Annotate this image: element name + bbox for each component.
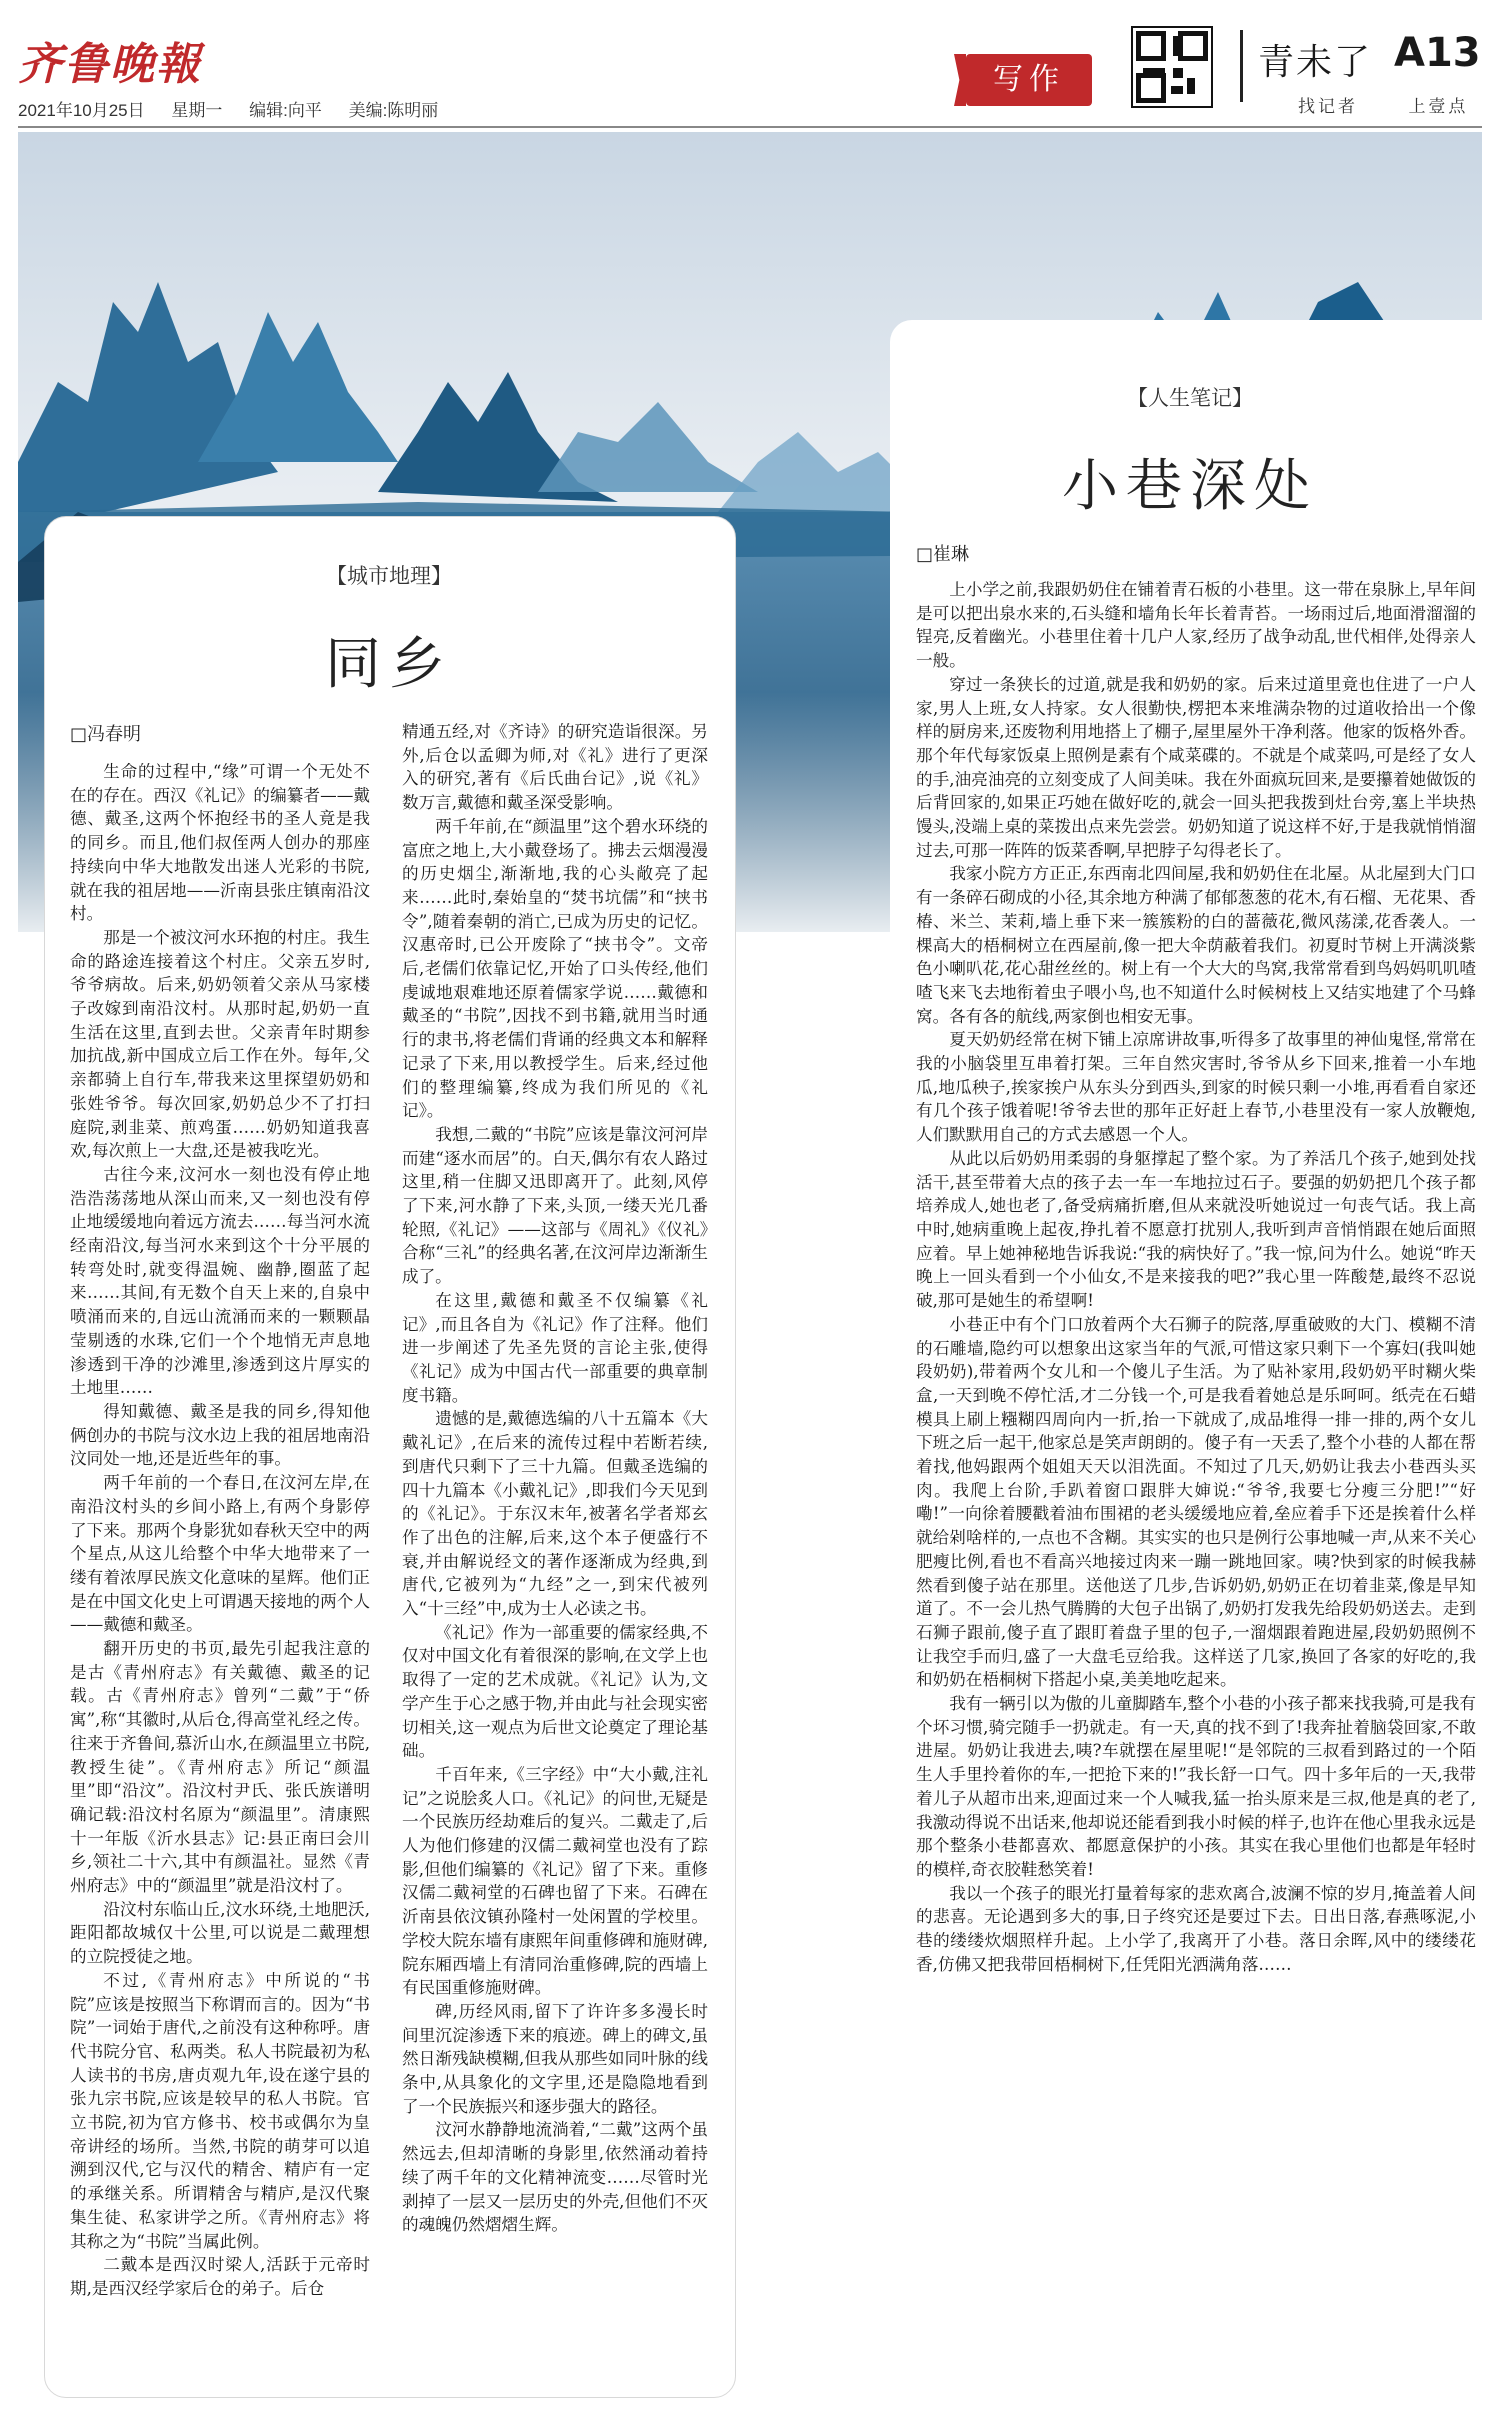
paragraph: 两千年前,在“颜温里”这个碧水环绕的富庶之地上,大小戴登场了。拂去云烟漫漫的历史烟尘,渐渐地,我的心头敞亮了起来……此时,秦始皇的“焚书坑儒”和“挟书令”,随着秦朝的消亡,已成为历史的记忆。汉惠帝时,已公开废除了“挟书令”。文帝后,老儒们依靠记忆,开始了口头传经,他们虔诚地艰难地还原着儒家学说……戴德和戴圣的“书院”,因找不到书籍,就用当时通行的隶书,将老儒们背诵的经典文本和解释记录了下来,用以教授学生。后来,经过他们的整理编纂,终成为我们所见的《礼记》。 [402, 816, 708, 1121]
article-right-label: 【人生笔记】 [1127, 386, 1253, 410]
article-left-label: 【城市地理】 [326, 564, 452, 588]
section-tag: 写作 [966, 54, 1092, 106]
newspaper-logo: 齐鲁晚報 [18, 39, 202, 90]
paragraph: 我家小院方方正正,东西南北四间屋,我和奶奶住在北屋。从北屋到大门口有一条碎石砌成的小径,其余地方种满了郁郁葱葱的花木,有石榴、无花果、香椿、米兰、茉莉,墙上垂下来一簇簇粉的白的蔷薇花,微风荡漾,花香袭人。一棵高大的梧桐树立在西屋前,像一把大伞荫蔽着我们。初夏时节树上开满淡紫色小喇叭花,花心甜丝丝的。树上有一个大大的鸟窝,我常常看到鸟妈妈叽叽喳喳飞来飞去地衔着虫子喂小鸟,也不知道什么时候树枝上又结实地建了个马蜂窝。各有各的航线,两家倒也相安无事。 [916, 864, 1476, 1026]
paragraph: 我以一个孩子的眼光打量着每家的悲欢离合,波澜不惊的岁月,掩盖着人间的悲喜。无论遇到多大的事,日子终究还是要过下去。日出日落,春燕啄泥,小巷的缕缕炊烟照样升起。上小学了,我离开了小巷。落日余晖,风中的缕缕花香,仿佛又把我带回梧桐树下,任凭阳光洒满角落…… [916, 1883, 1476, 1974]
paragraph: 从此以后奶奶用柔弱的身躯撑起了整个家。为了养活几个孩子,她到处找活干,甚至带着大点的孩子去一车一车地拉过石子。要强的奶奶把几个孩子都培养成人,她也老了,备受病痛折磨,但从来就没听她说过一句丧气话。我上高中时,她病重晚上起夜,挣扎着不愿意打扰别人,我听到声音悄悄跟在她后面照应着。早上她神秘地告诉我说:“我的病快好了。”我一惊,问为什么。她说“昨天晚上一回头看到一个小仙女,不是来接我的吧?”我心里一阵酸楚,最终不忍说破,那可是她生的希望啊! [916, 1148, 1476, 1311]
tagline-right: 上壹点 [1408, 97, 1469, 117]
article-left-title: 同乡 [325, 632, 453, 697]
masthead [0, 0, 1500, 140]
paragraph: 穿过一条狭长的过道,就是我和奶奶的家。后来过道里竟也住进了一户人家,男人上班,女人持家。女人很勤快,楞把本来堆满杂物的过道收拾出一个像样的厨房来,还废物利用地搭上了棚子,屋里屋外干净利落。他家的饭格外香。那个年代每家饭桌上照例是素有个咸菜碟的。不就是个咸菜吗,可是经了女人的手,油亮油亮的立刻变成了人间美味。我在外面疯玩回来,是要攥着她做饭的后背回家的,如果正巧她在做好吃的,就会一回头把我拨到灶台旁,塞上半块热馒头,没端上桌的菜拨出点来先尝尝。奶奶知道了说这样不好,于是我就悄悄溜过去,可那一阵阵的饭菜香啊,早把脖子勾得老长了。 [916, 674, 1476, 860]
paragraph: 得知戴德、戴圣是我的同乡,得知他俩创办的书院与汶水边上我的祖居地南沿汶同处一地,还是近些年的事。 [70, 1401, 370, 1469]
issue-meta [18, 96, 460, 121]
article-right-title: 小巷深处 [1062, 454, 1318, 519]
article-right-body [916, 578, 1476, 2268]
paragraph: 上小学之前,我跟奶奶住在铺着青石板的小巷里。这一带在泉脉上,早年间是可以把出泉水来的,石头缝和墙角长年长着青苔。一场雨过后,地面滑溜溜的锃亮,反着幽光。小巷里住着十几户人家,经历了战争动乱,世代相伴,处得亲人一般。 [916, 580, 1476, 671]
qr-code-icon [1131, 26, 1213, 108]
article-left-body-col2 [402, 720, 708, 2390]
article-left-body-col1 [70, 760, 370, 2390]
article-right-author: □崔琳 [916, 544, 970, 565]
paragraph: 千百年来,《三字经》中“大小戴,注礼记”之说脍炙人口。《礼记》的问世,无疑是一个民族历经劫难后的复兴。二戴走了,后人为他们修建的汉儒二戴祠堂也没有了踪影,但他们编纂的《礼记》留了下来。重修汉儒二戴祠堂的石碑也留了下来。石碑在沂南县依汶镇孙隆村一处闲置的学校里。学校大院东墙有康熙年间重修碑和施财碑,院东厢西墙上有清同治重修碑,院的西墙上有民国重修施财碑。 [402, 1764, 708, 1998]
paragraph: 《礼记》作为一部重要的儒家经典,不仅对中国文化有着很深的影响,在文学上也取得了一定的艺术成就。《礼记》认为,文学产生于心之感于物,并由此与社会现实密切相关,这一观点为后世文论奠定了理论基础。 [402, 1622, 708, 1761]
editor-credit: 编辑:向平 [249, 101, 322, 120]
designer-credit: 美编:陈明丽 [348, 101, 439, 120]
paragraph: 遗憾的是,戴德选编的八十五篇本《大戴礼记》,在后来的流传过程中若断若续,到唐代只剩下了三十九篇。但戴圣选编的四十九篇本《小戴礼记》,即我们今天见到的《礼记》。于东汉末年,被著名学者郑玄作了出色的注解,后来,这个本子便盛行不衰,并由解说经文的著作逐渐成为经典,到唐代,它被列为“九经”之一,到宋代被列入“十三经”中,成为士人必读之书。 [402, 1409, 708, 1619]
paragraph: 二戴本是西汉时梁人,活跃于元帝时期,是西汉经学家后仓的弟子。后仓 [70, 2255, 370, 2298]
paragraph: 在这里,戴德和戴圣不仅编纂《礼记》,而且各自为《礼记》作了注释。他们进一步阐述了先圣先贤的言论主张,使得《礼记》成为中国古代一部重要的典章制度书籍。 [402, 1290, 708, 1405]
paragraph: 那是一个被汶河水环抱的村庄。我生命的路途连接着这个村庄。父亲五岁时,爷爷病故。后来,奶奶领着父亲从马家楼子改嫁到南沿汶村。从那时起,奶奶一直生活在这里,直到去世。父亲青年时期参加抗战,新中国成立后工作在外。每年,父亲都骑上自行车,带我来这里探望奶奶和张姓爷爷。每次回家,奶奶总少不了打扫庭院,剥韭菜、煎鸡蛋……奶奶知道我喜欢,每次煎上一大盘,还是被我吃光。 [70, 927, 370, 1161]
paragraph: 夏天奶奶经常在树下铺上凉席讲故事,听得多了故事里的神仙鬼怪,常常在我的小脑袋里互串着打架。三年自然灾害时,爷爷从乡下回来,推着一小车地瓜,地瓜秧子,挨家挨户从东头分到西头,到家的时候只剩一小堆,再看看自家还有几个孩子饿着呢!爷爷去世的那年正好赶上春节,小巷里没有一家人放鞭炮,人们默默用自己的方式去感恩一个人。 [916, 1030, 1476, 1145]
paragraph: 不过,《青州府志》中所说的“书院”应该是按照当下称谓而言的。因为“书院”一词始于唐代,之前没有这种称呼。唐代书院分官、私两类。私人书院最初为私人读书的书房,唐贞观九年,设在遂宁县的张九宗书院,应该是较早的私人书院。官立书院,初为官方修书、校书或偶尔为皇帝讲经的场所。当然,书院的萌芽可以追溯到汉代,它与汉代的精舍、精庐有一定的承继关系。所谓精舍与精庐,是汉代聚集生徒、私家讲学之所。《青州府志》将其称之为“书院”当属此例。 [70, 1970, 370, 2251]
paragraph: 汶河水静静地流淌着,“二戴”这两个虽然远去,但却清晰的身影里,依然涌动着持续了两千年的文化精神流变……尽管时光剥掉了一层又一层历史的外壳,但他们不灭的魂魄仍然熠熠生辉。 [402, 2120, 708, 2235]
paragraph: 沿汶村东临山丘,汶水环绕,土地肥沃,距阳都故城仅十公里,可以说是二戴理想的立院授徒之地。 [70, 1899, 370, 1967]
paragraph: 我想,二戴的“书院”应该是靠汶河河岸而建“逐水而居”的。白天,偶尔有农人路过这里,稍一住脚又迅即离开了。此刻,风停了下来,河水静了下来,头顶,一缕天光几番轮照,《礼记》——这部与《周礼》《仪礼》合称“三礼”的经典名著,在汶河岸边渐渐生成了。 [402, 1124, 708, 1287]
section-name: 青未了 [1258, 42, 1373, 83]
header-rule [18, 126, 1482, 128]
paragraph: 翻开历史的书页,最先引起我注意的是古《青州府志》有关戴德、戴圣的记载。古《青州府志》曾列“二戴”于“侨寓”,称“其徽时,从后仓,得高堂礼经之传。往来于齐鲁间,慕沂山水,在颜温里立书院,教授生徒”。《青州府志》所记“颜温里”即“沿汶”。沿汶村尹氏、张氏族谱明确记载:沿汶村名原为“颜温里”。清康熙十一年版《沂水县志》记:县正南曰会川乡,领社二十六,其中有颜温社。显然《青州府志》中的“颜温里”就是沿汶村了。 [70, 1639, 370, 1896]
paragraph: 碑,历经风雨,留下了许许多多漫长时间里沉淀渗透下来的痕迹。碑上的碑文,虽然日渐残缺模糊,但我从那些如同叶脉的线条中,从具象化的文字里,还是隐隐地看到了一个民族振兴和逐步强大的路径。 [402, 2001, 708, 2116]
article-left-author: □冯春明 [70, 724, 142, 745]
masthead-divider [1240, 30, 1243, 102]
tagline-left: 找记者 [1298, 97, 1358, 117]
paragraph: 我有一辆引以为傲的儿童脚踏车,整个小巷的小孩子都来找我骑,可是我有个坏习惯,骑完随手一扔就走。有一天,真的找不到了!我奔扯着脑袋回家,不敢进屋。奶奶让我进去,咦?车就摆在屋里呢!“是邻院的三叔看到路过的一个陌生人手里拎着你的车,一把抢下来的!”我长舒一口气。四十多年后的一天,我带着儿子从超市出来,迎面过来一个人喊我,猛一抬头原来是三叔,他是真的老了,我激动得说不出话来,他却说还能看到我小时候的样子,也许在他心里我永远是那个整条小巷都喜欢、都愿意保护的小孩。其实在我心里他们也都是年轻时的模样,奇衣胶鞋愁笑着! [916, 1694, 1476, 1879]
paragraph: 生命的过程中,“缘”可谓一个无处不在的存在。西汉《礼记》的编纂者——戴德、戴圣,这两个怀抱经书的圣人竟是我的同乡。而且,他们叔侄两人创办的那座持续向中华大地散发出迷人光彩的书院,就在我的祖居地——沂南县张庄镇南沿汶村。 [70, 762, 370, 924]
masthead-tagline [1298, 92, 1468, 117]
paragraph: 小巷正中有个门口放着两个大石狮子的院落,厚重破败的大门、模糊不清的石雕墙,隐约可以想象出这家当年的气派,可惜这家只剩下一个寡妇(我叫她段奶奶),带着两个女儿和一个傻儿子生活。为了贴补家用,段奶奶平时糊火柴盒,一天到晚不停忙活,才二分钱一个,可是我看着她总是乐呵呵。纸壳在石蜡模具上刷上糨糊四周向内一折,抬一下就成了,成品堆得一排一排的,两个女儿下班之后一起干,他家总是笑声朗朗的。傻子有一天丢了,整个小巷的人都在帮着找,他妈跟两个姐姐天天以泪洗面。不知过了几天,奶奶让我去小巷西头买肉。我爬上台阶,手趴着窗口跟胖大婶说:“爷爷,我要七分瘦三分肥!”“好嘞!”一向徐着腰戳着油布围裙的老头缓缓地应着,垒应着手下还是挨着什么样就给剁啥样的,一点也不含糊。其实实的也只是例行公事地喊一声,从来不关心肥瘦比例,看也不看高兴地接过肉来一蹦一跳地回家。咦?快到家的时候我赫然看到傻子站在那里。送他送了几步,告诉奶奶,奶奶正在切着韭菜,像是早知道了。不一会儿热气腾腾的大包子出锅了,奶奶打发我先给段奶奶送去。走到石狮子跟前,傻子直了跟盯着盘子里的包子,一溜烟跟着跑进屋,段奶奶照例不让我空手而归,盛了一大盘毛豆给我。这样送了几家,换回了各家的好吃的,我和奶奶在梧桐树下搭起小桌,美美地吃起来。 [916, 1314, 1476, 1690]
paragraph: 两千年前的一个春日,在汶河左岸,在南沿汶村头的乡间小路上,有两个身影停了下来。那两个身影犹如春秋天空中的两个星点,从这儿给整个中华大地带来了一缕有着浓厚民族文化意味的星辉。他们正是在中国文化史上可谓遇天接地的两个人——戴德和戴圣。 [70, 1473, 370, 1635]
paragraph: 精通五经,对《齐诗》的研究造诣很深。另外,后仓以孟卿为师,对《礼》进行了更深入的研究,著有《后氏曲台记》,说《礼》数万言,戴德和戴圣深受影响。 [402, 722, 708, 813]
issue-weekday: 星期一 [171, 101, 223, 120]
page-number: A13 [1394, 30, 1481, 76]
issue-date: 2021年10月25日 [18, 101, 145, 120]
paragraph: 古往今来,汶河水一刻也没有停止地浩浩荡荡地从深山而来,又一刻也没有停止地缓缓地向着远方流去……每当河水流经南沿汶,每当河水来到这个十分平展的转弯处时,就变得温婉、幽静,圈蓝了起来……其间,有无数个自天上来的,自泉中喷涌而来的,自远山流涌而来的一颗颗晶莹剔透的水珠,它们一个个地悄无声息地渗透到干净的沙滩里,渗透到这片厚实的土地里…… [70, 1164, 370, 1398]
